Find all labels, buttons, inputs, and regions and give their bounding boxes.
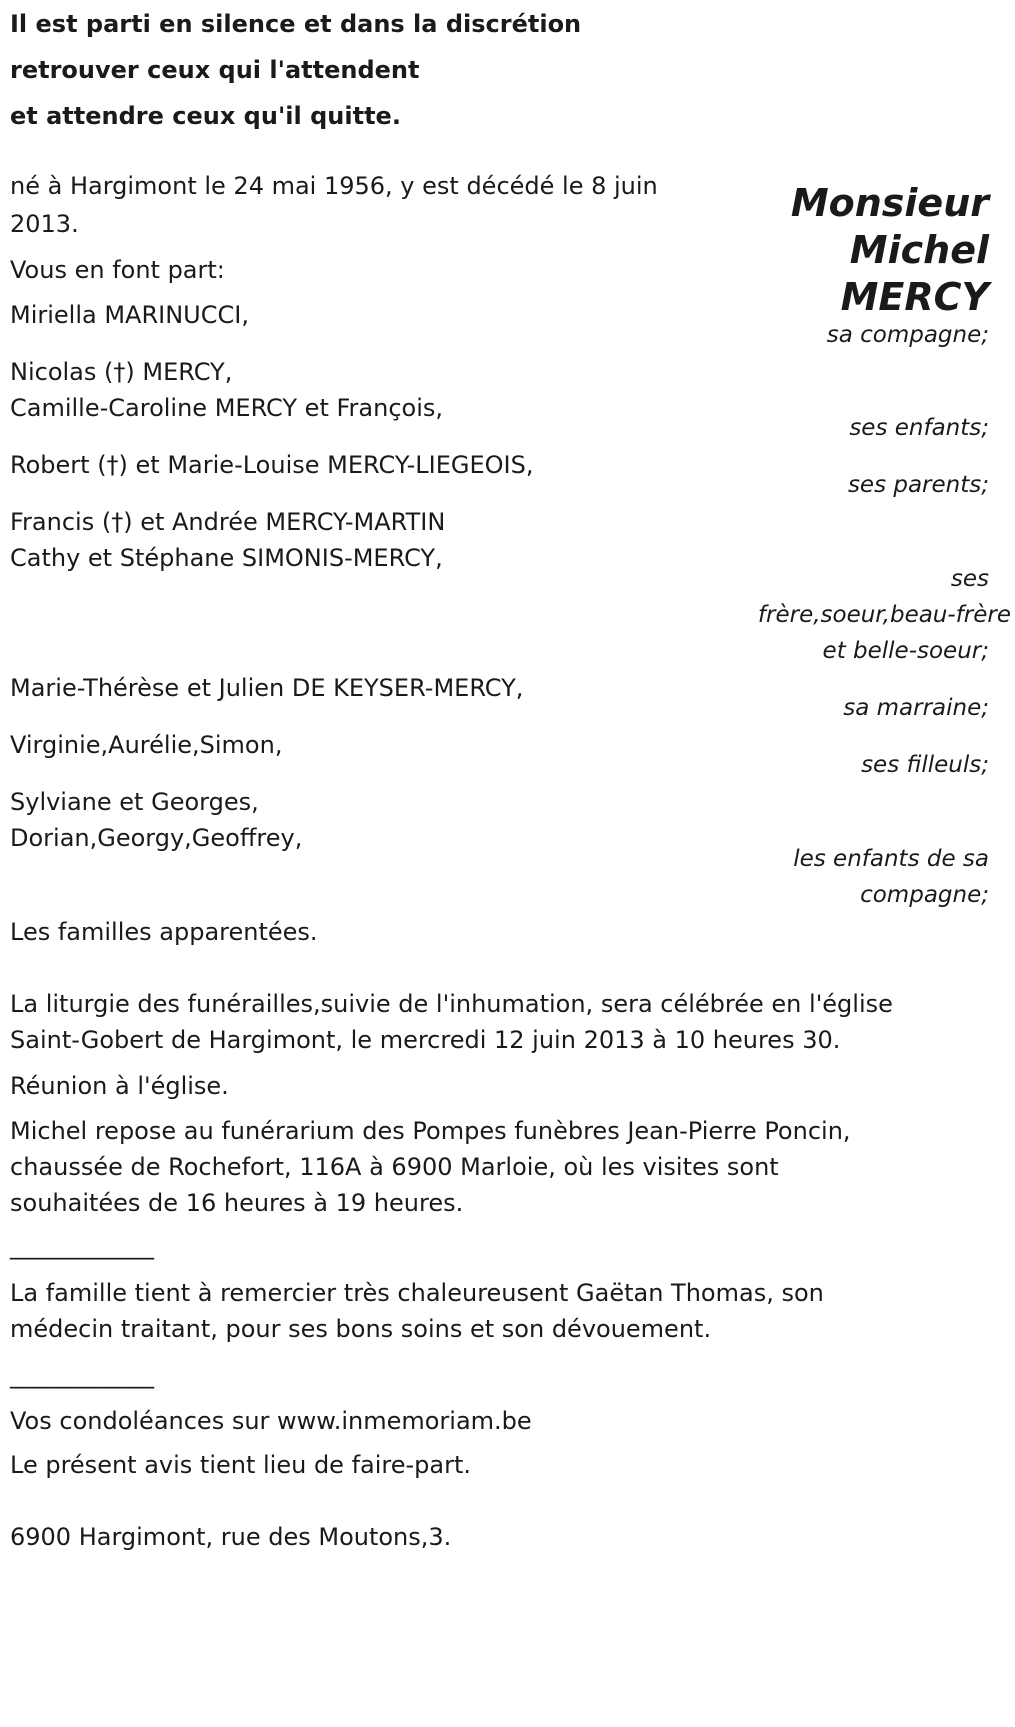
family-name: Robert (†) et Marie-Louise MERCY-LIEGEOIS,	[10, 451, 534, 479]
funerarium-line-3: souhaitées de 16 heures à 19 heures.	[10, 1189, 464, 1217]
name-first: Michel	[849, 228, 989, 272]
condolences-text: Vos condoléances sur www.inmemoriam.be	[10, 1407, 532, 1435]
separator: ____________	[10, 1232, 154, 1260]
family-name: Marie-Thérèse et Julien DE KEYSER-MERCY,	[10, 674, 524, 702]
funerarium-line-2: chaussée de Rochefort, 116A à 6900 Marloie, où les visites sont	[10, 1153, 779, 1181]
family-name: Miriella MARINUCCI,	[10, 301, 249, 329]
family-name: Dorian,Georgy,Geoffrey,	[10, 824, 303, 852]
family-name: Virginie,Aurélie,Simon,	[10, 731, 283, 759]
family-role: compagne;	[860, 882, 989, 908]
family-role: sa marraine;	[843, 695, 989, 721]
epigraph-line-2: retrouver ceux qui l'attendent	[10, 56, 420, 84]
notice-text: Le présent avis tient lieu de faire-part.	[10, 1451, 472, 1479]
thanks-line-1: La famille tient à remercier très chaleureusent Gaëtan Thomas, son	[10, 1279, 824, 1307]
family-role: sa compagne;	[826, 322, 989, 348]
families-line: Les familles apparentées.	[10, 918, 318, 946]
family-role: frère,soeur,beau-frère	[757, 602, 1011, 628]
funerarium-line-1: Michel repose au funérarium des Pompes funèbres Jean-Pierre Poncin,	[10, 1117, 851, 1145]
name-title: Monsieur	[790, 181, 989, 225]
separator: ____________	[10, 1361, 154, 1389]
family-role: ses	[950, 566, 989, 592]
intro-text: Vous en font part:	[10, 256, 225, 284]
thanks-line-2: médecin traitant, pour ses bons soins et son dévouement.	[10, 1315, 712, 1343]
reunion-text: Réunion à l'église.	[10, 1072, 229, 1100]
family-role: ses enfants;	[849, 415, 989, 441]
family-name: Camille-Caroline MERCY et François,	[10, 394, 444, 422]
birth-line-1: né à Hargimont le 24 mai 1956, y est décédé le 8 juin	[10, 172, 658, 200]
family-role: les enfants de sa	[793, 846, 989, 872]
liturgy-line-2: Saint-Gobert de Hargimont, le mercredi 12 juin 2013 à 10 heures 30.	[10, 1026, 841, 1054]
address-text: 6900 Hargimont, rue des Moutons,3.	[10, 1523, 452, 1551]
birth-line-2: 2013.	[10, 210, 79, 238]
family-role: ses filleuls;	[861, 752, 989, 778]
liturgy-line-1: La liturgie des funérailles,suivie de l'inhumation, sera célébrée en l'église	[10, 990, 893, 1018]
family-role: ses parents;	[847, 472, 989, 498]
epigraph-line-3: et attendre ceux qu'il quitte.	[10, 102, 401, 130]
epigraph-line-1: Il est parti en silence et dans la discrétion	[10, 10, 582, 38]
name-last: MERCY	[840, 275, 989, 319]
family-name: Cathy et Stéphane SIMONIS-MERCY,	[10, 544, 443, 572]
family-name: Sylviane et Georges,	[10, 788, 259, 816]
family-name: Nicolas (†) MERCY,	[10, 358, 233, 386]
deceased-name	[729, 180, 989, 321]
family-name: Francis (†) et Andrée MERCY-MARTIN	[10, 508, 446, 536]
family-role: et belle-soeur;	[822, 638, 989, 664]
